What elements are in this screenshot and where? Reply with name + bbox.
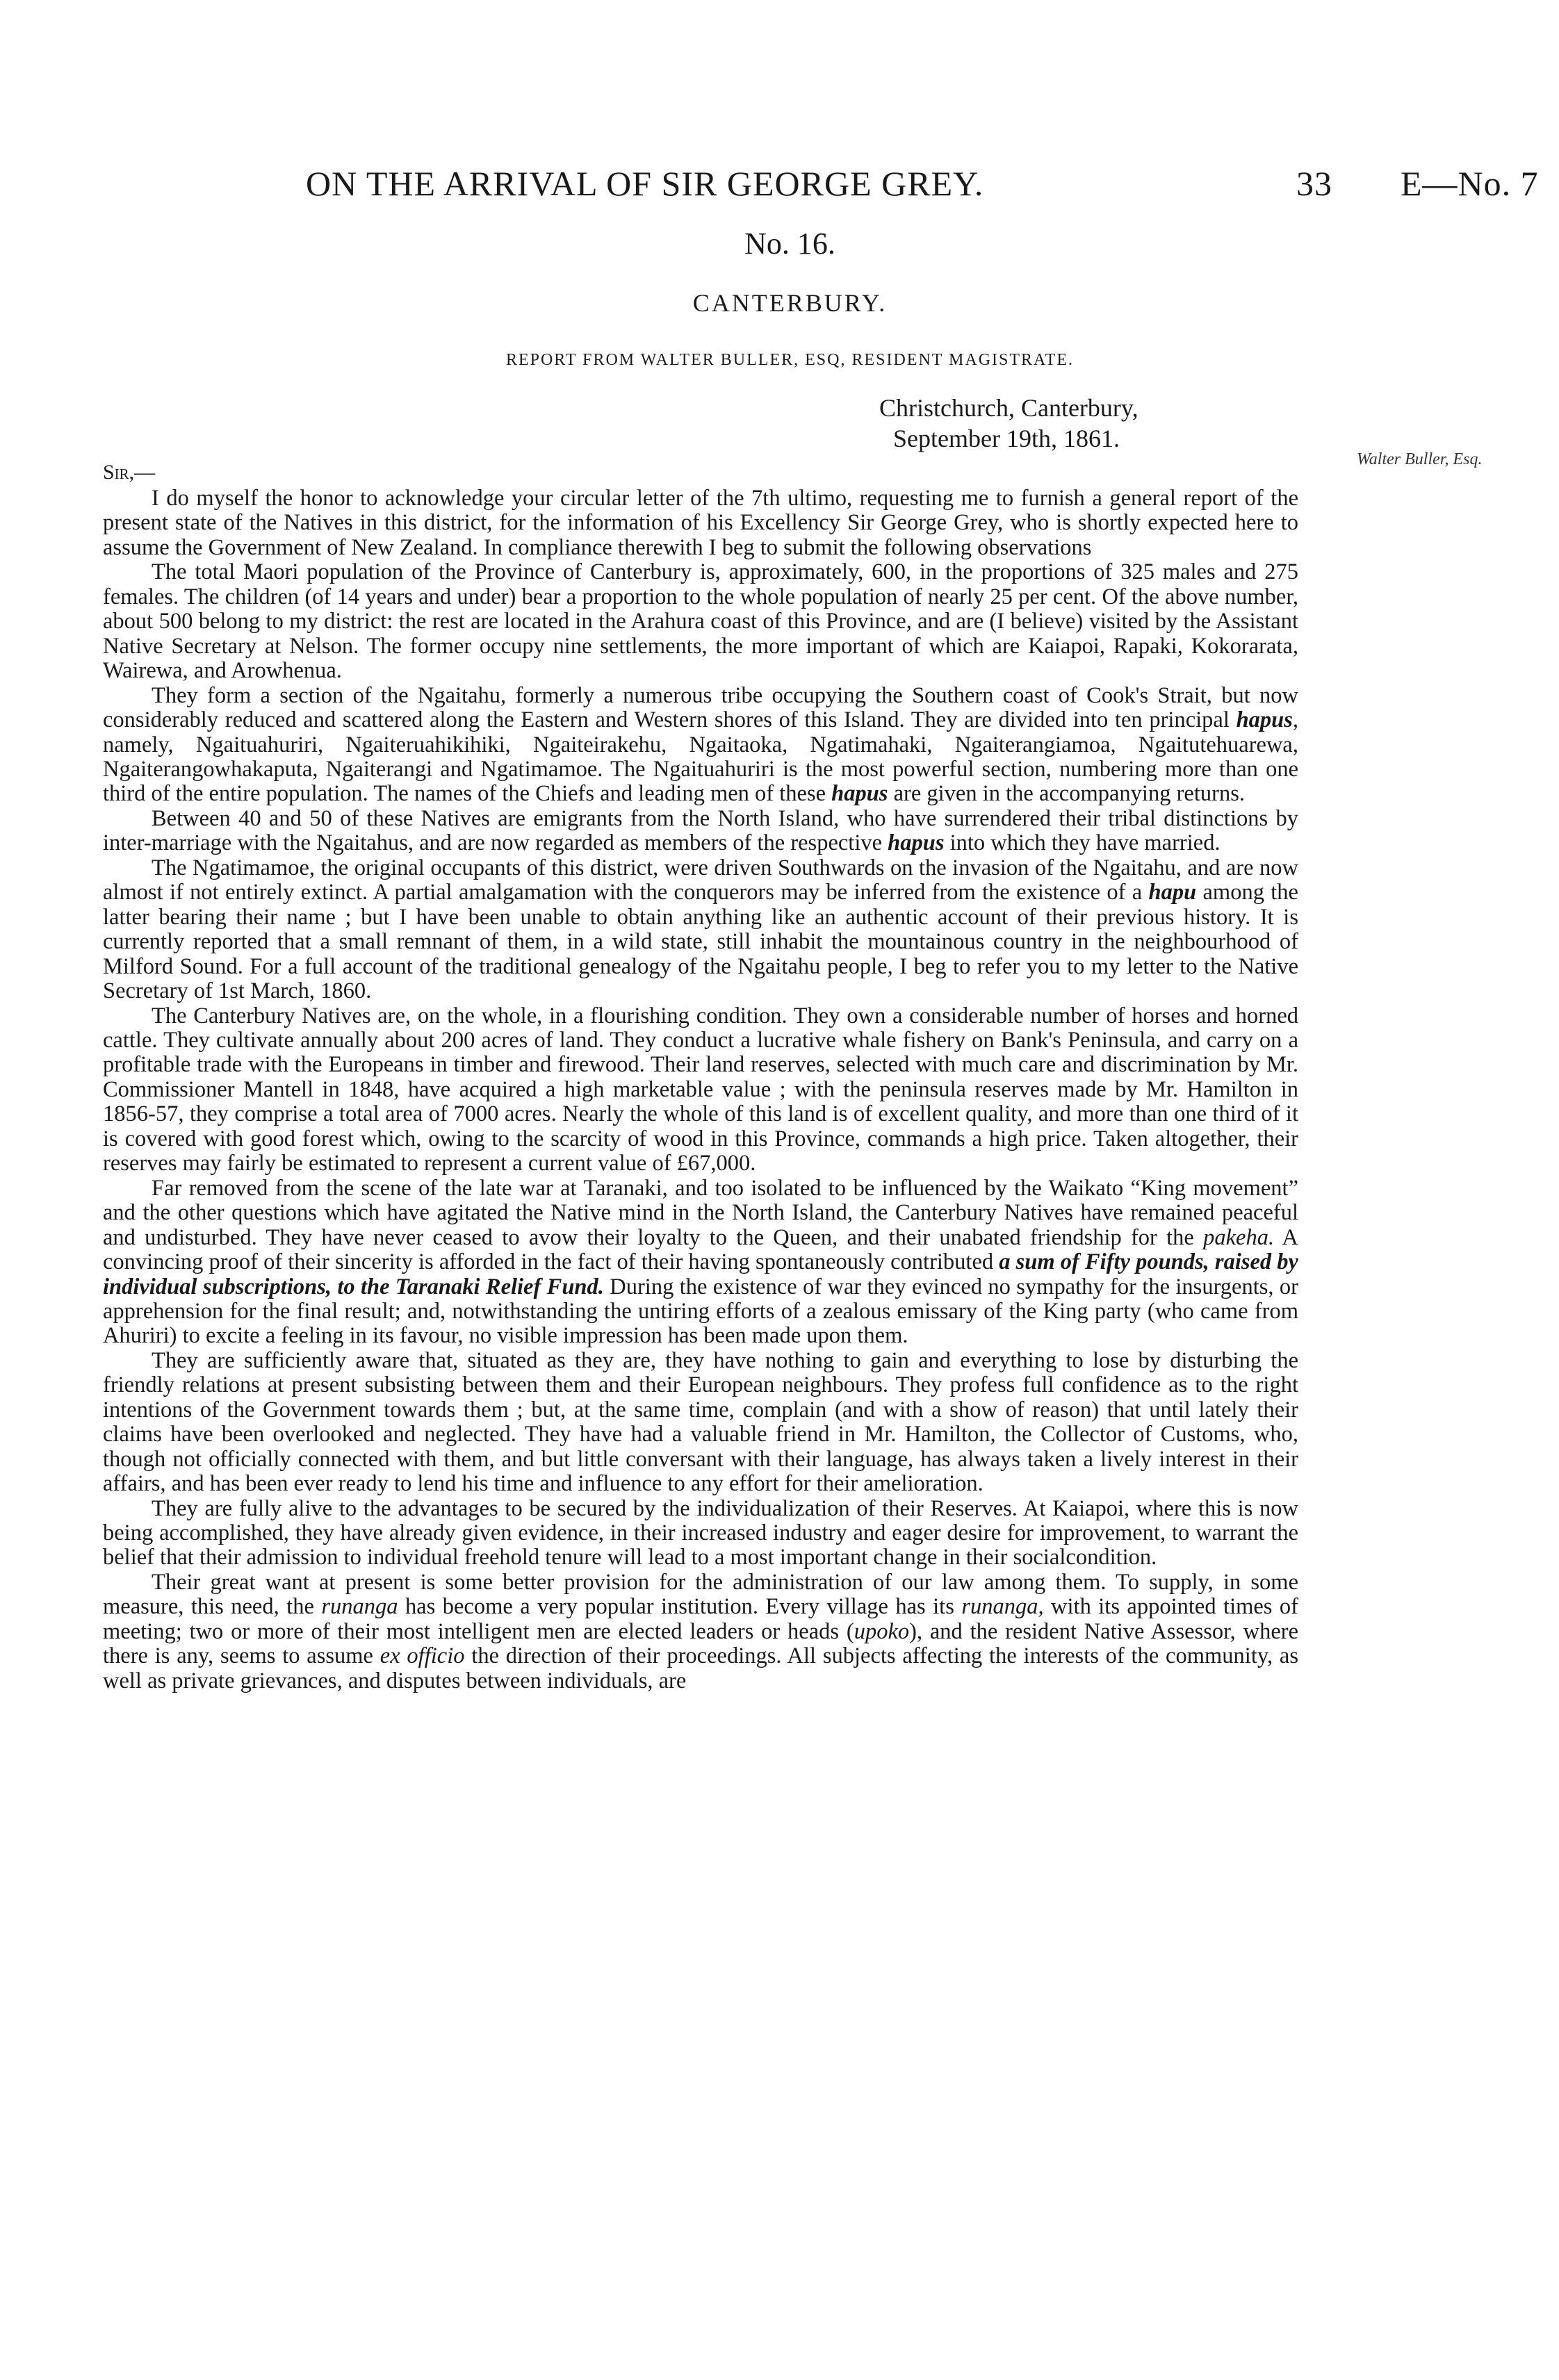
italic-emphasis: a sum of Fifty pounds, raised by individual subscriptions, to the Taranaki Relief Fund.	[103, 1249, 1298, 1299]
italic-term: pakeha.	[1203, 1224, 1275, 1250]
margin-note: Walter Buller, Esq.	[1357, 450, 1483, 468]
italic-term: runanga	[321, 1594, 398, 1620]
letter-body	[103, 486, 1298, 1693]
paragraph: The Canterbury Natives are, on the whole, in a flourishing condition. They own a considerable number of horses and horned cattle. They cultivate annually about 200 acres of land. They conduct a lucrative whale fishery on Bank's Peninsula, and carry on a profitable trade with the Europeans in timber and firewood. Their land reserves, selected with much care and discrimination by Mr. Commissioner Mantell in 1848, have acquired a high marketable value ; with the peninsula reserves made by Mr. Hamilton in 1856-57, they comprise a total area of 7000 acres. Nearly the whole of this land is of excellent quality, and more than one third of it is covered with good forest which, owing to the scarcity of wood in this Province, commands a high price. Taken altogether, their reserves may fairly be estimated to represent a current value of £67,000.	[103, 1003, 1298, 1176]
paragraph: Far removed from the scene of the late war at Taranaki, and too isolated to be influenced by the Waikato “King movement” and the other questions which have agitated the Native mind in the North Island, the Canterbury Natives have remained peaceful and undisturbed. They have never ceased to avow their loyalty to the Queen, and their unabated friendship for the pakeha. A convincing proof of their sincerity is afforded in the fact of their having spontaneously contributed a sum of Fifty pounds, raised by individual subscriptions, to the Taranaki Relief Fund. During the existence of war they evinced no sympathy for the insurgents, or apprehension for the final result; and, notwithstanding the untiring efforts of a zealous emissary of the King party (who came from Ahuriri) to excite a feeling in its favour, no visible impression has been made upon them.	[103, 1175, 1299, 1349]
dateline-date: September 19th, 1861.	[893, 425, 1120, 452]
italic-term: hapus	[1236, 707, 1293, 733]
italic-term: hapus	[831, 781, 888, 807]
paragraph: Their great want at present is some better provision for the administration of our law among them. To supply, in some measure, this need, the runanga has become a very popular institution. Every village has its runanga, with its appointed times of meeting; two or more of their most intelligent men are elected leaders or heads (upoko), and the resident Native Assessor, where there is any, seems to assume ex officio the direction of their proceedings. All subjects affecting the interests of the community, as well as private grievances, and disputes between individuals, are	[103, 1569, 1298, 1693]
document-place-heading: CANTERBURY.	[692, 289, 888, 317]
dateline	[879, 393, 1138, 454]
running-title: ON THE ARRIVAL OF SIR GEORGE GREY.	[306, 164, 984, 203]
document-number: No. 16.	[744, 227, 835, 261]
document-subtitle: REPORT FROM WALTER BULLER, ESQ, RESIDENT MAGISTRATE.	[505, 351, 1075, 369]
paragraph: The total Maori population of the Province of Canterbury is, approximately, 600, in the proportions of 325 males and 275 females. The children (of 14 years and under) bear a proportion to the whole population of nearly 25 per cent. Of the above number, about 500 belong to my district: the rest are located in the Arahura coast of this Province, and are (I believe) visited by the Assistant Native Secretary at Nelson. The former occupy nine settlements, the more important of which are Kaiapoi, Rapaki, Kokorarata, Wairewa, and Arowhenua.	[103, 559, 1298, 684]
dateline-place: Christchurch, Canterbury,	[879, 394, 1138, 422]
paragraph: Between 40 and 50 of these Natives are emigrants from the North Island, who have surrendered their tribal distinctions by inter-marriage with the Ngaitahus, and are now regarded as members of the respective hapus into which they have married.	[103, 805, 1298, 856]
italic-term: ex officio	[379, 1643, 465, 1669]
paragraph: They are sufficiently aware that, situated as they are, they have nothing to gain and everything to lose by disturbing the friendly relations at present subsisting between them and their European neighbours. They profess full confidence as to the right intentions of the Government towards them ; but, at the same time, complain (and with a show of reason) that until lately their claims have been overlooked and neglected. They have had a valuable friend in Mr. Hamilton, the Collector of Customs, who, though not officially connected with them, and but little conversant with their language, has always taken a lively interest in their affairs, and has been ever ready to lend his time and influence to any effort for their amelioration.	[103, 1347, 1298, 1497]
salutation: Sir,—	[103, 461, 156, 484]
running-header	[306, 163, 1543, 205]
italic-term: hapu	[1148, 880, 1197, 905]
paragraph: I do myself the honor to acknowledge your circular letter of the 7th ultimo, requesting me to furnish a general report of the present state of the Natives in this district, for the information of his Excellency Sir George Grey, who is shortly expected here to assume the Government of New Zealand. In compliance therewith I beg to submit the following observations	[103, 486, 1298, 560]
paragraph: The Ngatimamoe, the original occupants of this district, were driven Southwards on the invasion of the Ngaitahu, and are now almost if not entirely extinct. A partial amalgamation with the conquerors may be inferred from the existence of a hapu among the latter bearing their name ; but I have been unable to obtain anything like an authentic account of their previous history. It is currently reported that a small remnant of them, in a wild state, still inhabit the mountainous country in the neighbourhood of Milford Sound. For a full account of the traditional genealogy of the Ngaitahu people, I beg to refer you to my letter to the Native Secretary of 1st March, 1860.	[103, 855, 1298, 1004]
italic-term: upoko	[854, 1618, 910, 1644]
paragraph: They form a section of the Ngaitahu, formerly a numerous tribe occupying the Southern coast of Cook's Strait, but now considerably reduced and scattered along the Eastern and Western shores of this Island. They are divided into ten principal hapus, namely, Ngaituahuriri, Ngaiteruahikihiki, Ngaiteirakehu, Ngaitaoka, Ngatimahaki, Ngaiterangiamoa, Ngaitutehuarewa, Ngaiterangowhakaputa, Ngaiterangi and Ngatimamoe. The Ngaituahuriri is the most powerful section, numbering more than one third of the entire population. The names of the Chiefs and leading men of these hapus are given in the accompanying returns.	[103, 682, 1298, 807]
italic-term: runanga,	[961, 1594, 1044, 1620]
paper-code: E—No. 7	[1401, 164, 1539, 203]
paragraph: They are fully alive to the advantages to be secured by the individualization of their Reserves. At Kaiapoi, where this is now being accomplished, they have already given evidence, in their increased industry and eager desire for improvement, to warrant the belief that their admission to individual freehold tenure will lead to a most important change in their socialcondition.	[103, 1495, 1298, 1570]
italic-term: hapus	[888, 830, 945, 856]
page-number: 33	[1296, 164, 1332, 203]
